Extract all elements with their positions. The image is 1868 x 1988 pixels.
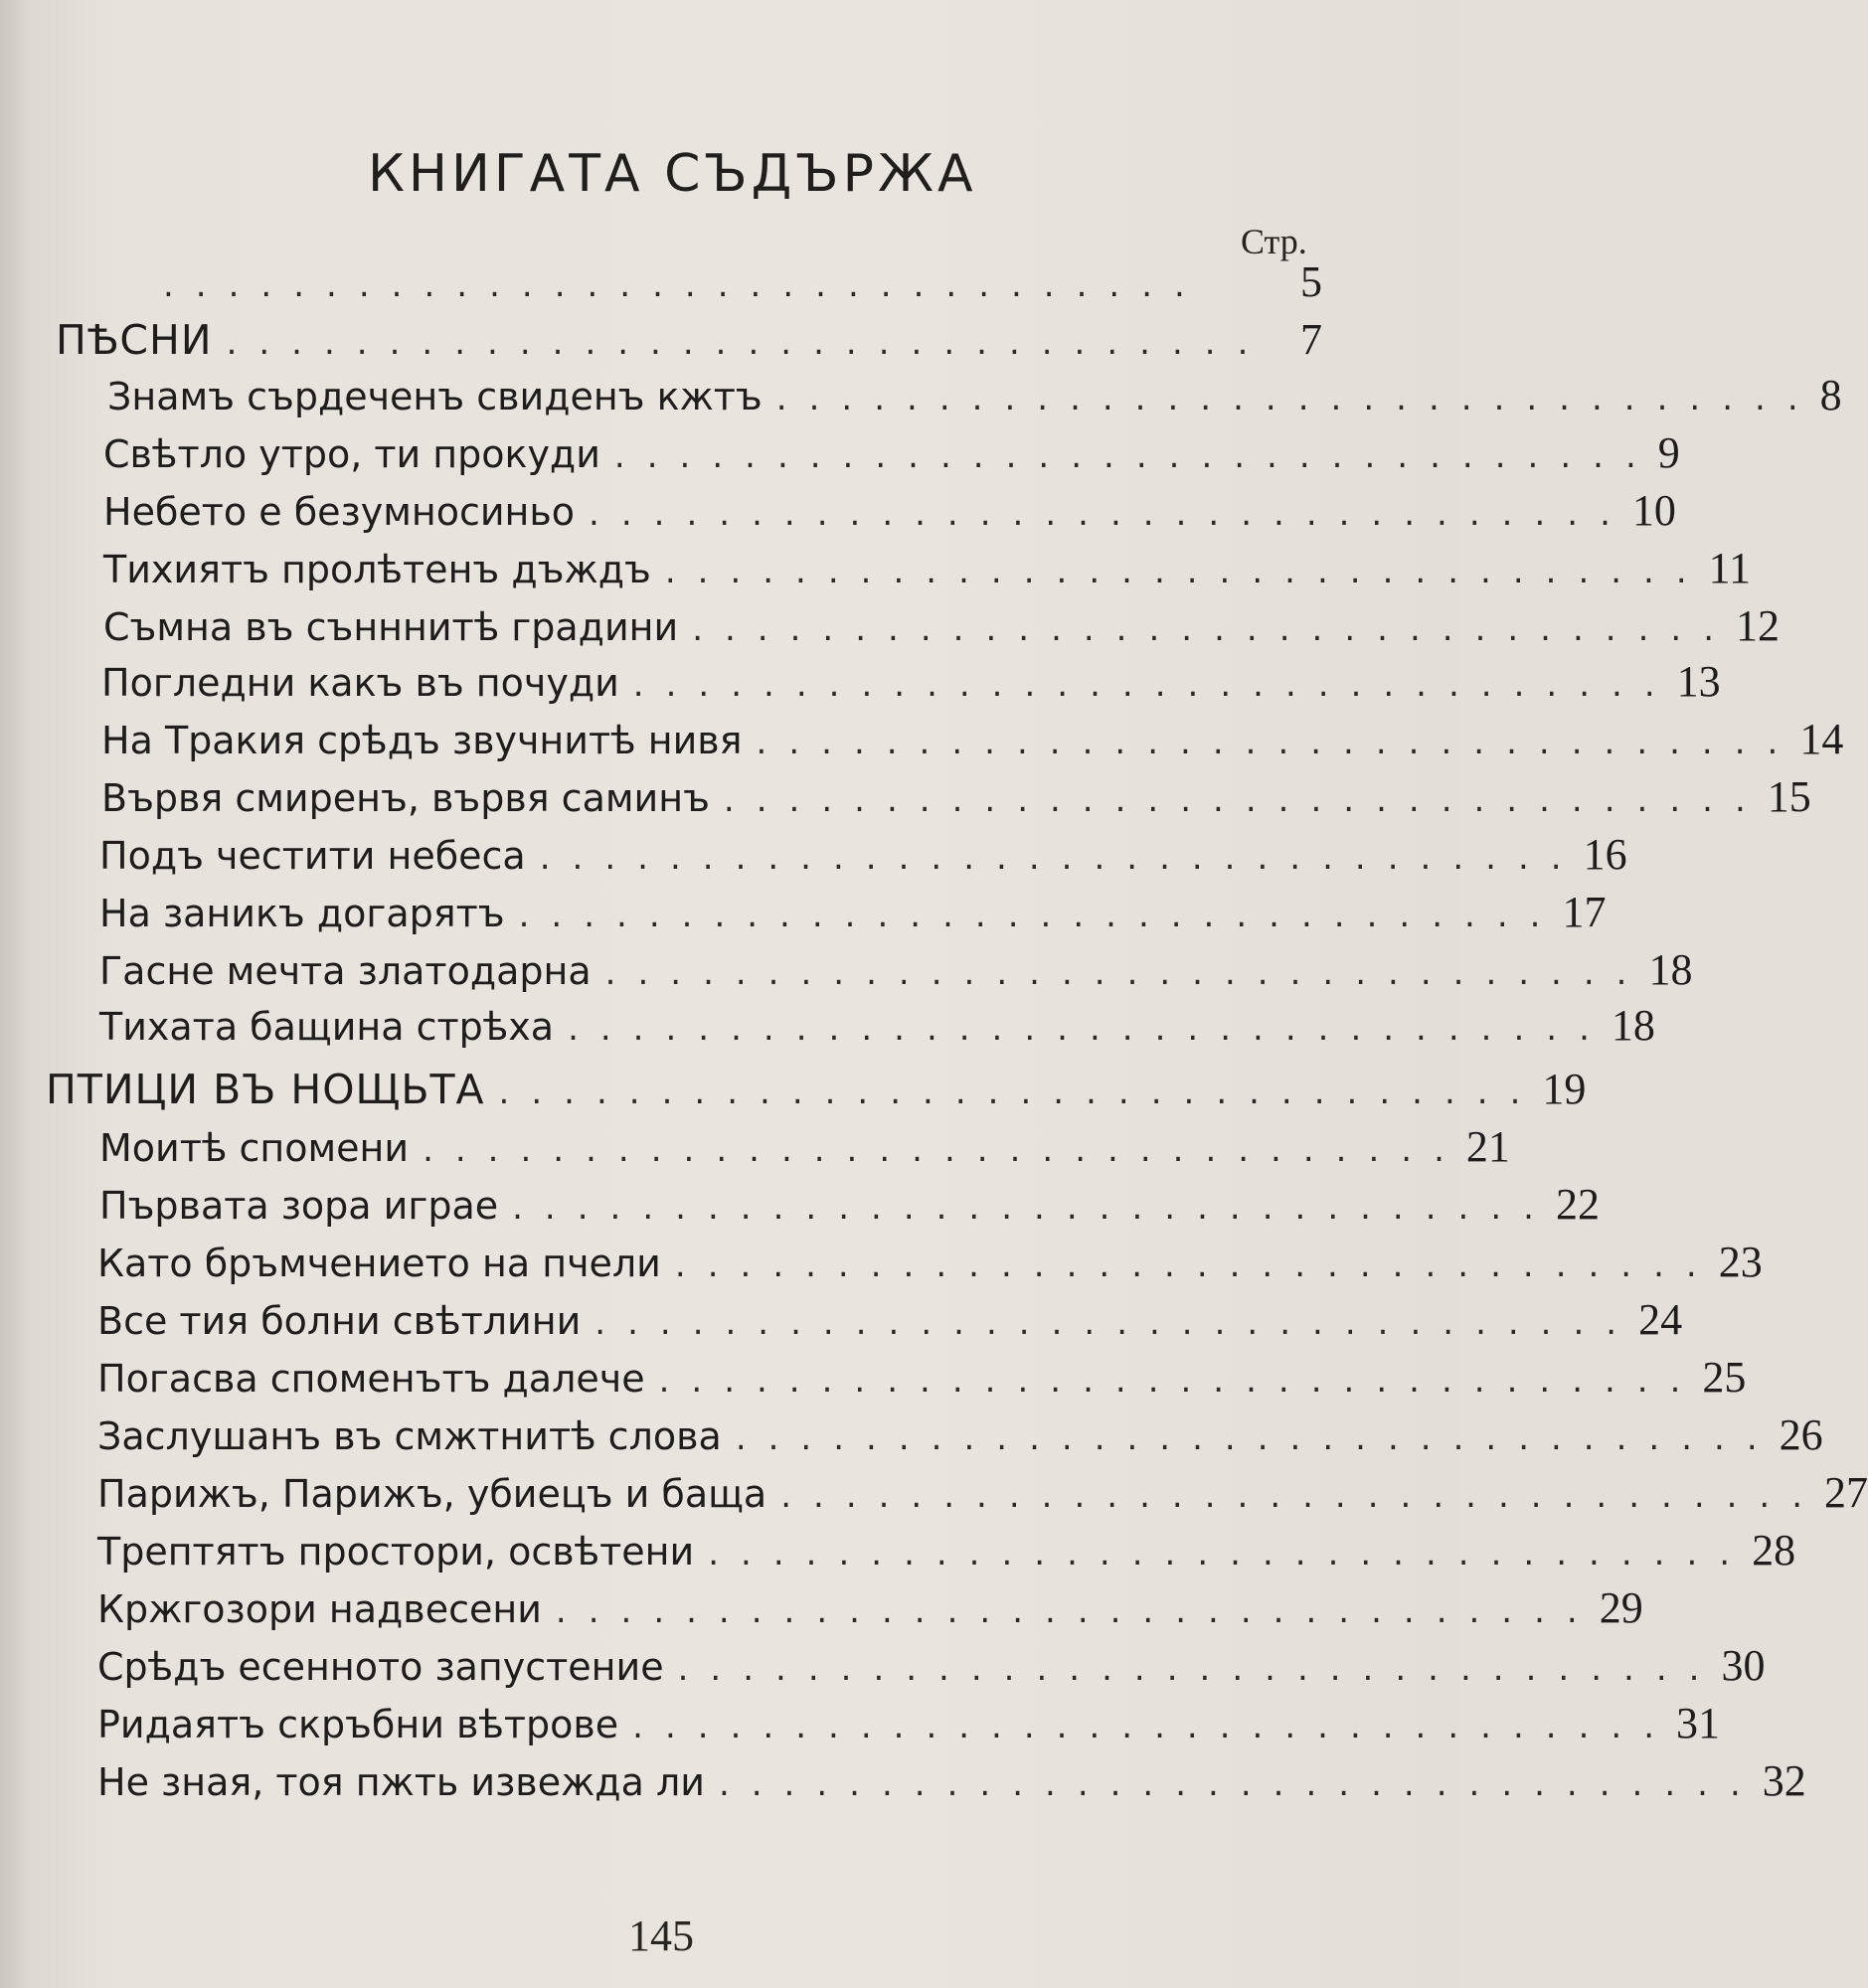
toc-entry bbox=[103, 543, 1752, 596]
toc-entry bbox=[99, 944, 1693, 998]
leader-dots: ................................ bbox=[423, 1130, 1466, 1170]
toc-entry bbox=[97, 1525, 1796, 1578]
toc-entry bbox=[97, 1467, 1868, 1521]
toc-page-number: 17 bbox=[1562, 888, 1607, 936]
leader-dots: ................................ bbox=[674, 1245, 1719, 1285]
toc-entry-title: Заслушанъ въ смжтнитѣ слова bbox=[97, 1414, 722, 1458]
toc-page-number: 26 bbox=[1779, 1410, 1823, 1459]
toc-entry bbox=[97, 1755, 1806, 1809]
leader-dots: ................................ bbox=[632, 1707, 1677, 1746]
toc-page-number: 18 bbox=[1611, 1001, 1655, 1050]
toc-page-number: 19 bbox=[1542, 1065, 1587, 1113]
toc-entry bbox=[97, 1352, 1747, 1406]
toc-page-number: 29 bbox=[1599, 1583, 1643, 1632]
toc-entry bbox=[97, 1409, 1823, 1463]
section-title: ПТИЦИ ВЪ НОЩЬТА bbox=[46, 1066, 485, 1113]
toc-page-number: 5 bbox=[1300, 257, 1322, 306]
toc-page-number: 13 bbox=[1676, 657, 1721, 706]
toc-section-title bbox=[56, 314, 1322, 368]
toc-entry-title: Съмна въ сънннитѣ градини bbox=[103, 605, 679, 649]
toc-entry bbox=[101, 714, 1844, 767]
leader-dots: ................................ bbox=[163, 265, 1207, 305]
leader-dots: ................................ bbox=[718, 1764, 1763, 1804]
leader-dots: ................................ bbox=[780, 1476, 1825, 1516]
toc-entry-title: Гасне мечта златодарна bbox=[99, 949, 592, 993]
toc-entry-title: Кржгозори надвесени bbox=[97, 1587, 542, 1631]
toc-entry-title: Като бръмчението на пчели bbox=[97, 1242, 661, 1285]
toc-entry bbox=[99, 1121, 1510, 1175]
leader-dots: ................................ bbox=[594, 1303, 1639, 1343]
toc-entry bbox=[107, 370, 1842, 423]
toc-entry-title: Моитѣ спомени bbox=[99, 1126, 410, 1170]
toc-entry-title: Първата зора играе bbox=[99, 1184, 499, 1228]
toc-page-number: 25 bbox=[1702, 1353, 1747, 1402]
leader-dots: ................................ bbox=[708, 1534, 1753, 1574]
toc-row-intro bbox=[149, 256, 1322, 310]
toc-entry bbox=[103, 485, 1676, 539]
toc-entry bbox=[99, 829, 1627, 883]
toc-page-number: 21 bbox=[1465, 1122, 1510, 1171]
toc-page-number: 31 bbox=[1676, 1699, 1721, 1747]
leader-dots: ................................ bbox=[539, 838, 1584, 878]
leader-dots: ................................ bbox=[735, 1418, 1780, 1458]
toc-entry-title: На Тракия срѣдъ звучнитѣ нивя bbox=[101, 719, 743, 762]
page-title: КНИГАТА СЪДЪРЖА bbox=[368, 144, 977, 204]
toc-entry bbox=[97, 1237, 1763, 1290]
toc-page-number: 28 bbox=[1752, 1526, 1796, 1574]
toc-page-number: 7 bbox=[1300, 315, 1322, 364]
leader-dots: ................................ bbox=[226, 323, 1271, 363]
leader-dots: ................................ bbox=[692, 609, 1737, 649]
toc-entry-title: Не зная, тоя пжть извежда ли bbox=[97, 1760, 705, 1804]
toc-page-number: 16 bbox=[1583, 830, 1627, 879]
toc-entry-title: Небето е безумносиньо bbox=[103, 490, 576, 534]
leader-dots: ................................ bbox=[756, 723, 1800, 762]
leader-dots: ................................ bbox=[498, 1073, 1543, 1112]
leader-dots: ................................ bbox=[632, 665, 1677, 705]
toc-page-number: 30 bbox=[1721, 1641, 1766, 1690]
toc-page-number: 8 bbox=[1819, 371, 1842, 419]
toc-entry-title: Тихата бащина стрѣха bbox=[99, 1005, 555, 1049]
toc-section-title bbox=[46, 1064, 1587, 1117]
toc-entry-title: Вървя смиренъ, вървя саминъ bbox=[101, 776, 710, 820]
section-title: ПѢСНИ bbox=[56, 316, 213, 364]
toc-entry-title: Тихиятъ пролѣтенъ дъждъ bbox=[103, 548, 651, 591]
leader-dots: ................................ bbox=[677, 1649, 1722, 1689]
leader-dots: ................................ bbox=[518, 896, 1563, 935]
toc-page-number: 9 bbox=[1657, 428, 1680, 477]
toc-entry-title: Свѣтло утро, ти прокуди bbox=[103, 432, 600, 476]
toc-entry-title: Погасва споменътъ далече bbox=[97, 1357, 645, 1401]
leader-dots: ................................ bbox=[555, 1591, 1600, 1631]
toc-page-number: 10 bbox=[1631, 486, 1676, 535]
toc-page-number: 15 bbox=[1767, 772, 1811, 821]
toc-entry bbox=[99, 1179, 1600, 1233]
toc-entry-title: Ридаятъ скръбни вѣтрове bbox=[97, 1703, 619, 1746]
toc-page-number: 12 bbox=[1736, 601, 1781, 650]
toc-entry-title: Знамъ сърдеченъ свиденъ кжтъ bbox=[107, 375, 763, 418]
leader-dots: ................................ bbox=[512, 1188, 1556, 1228]
page-number-footer: 145 bbox=[628, 1911, 694, 1960]
toc-entry bbox=[99, 887, 1607, 940]
toc-page-number: 23 bbox=[1718, 1238, 1763, 1286]
toc-entry-title: На заникъ догарятъ bbox=[99, 892, 505, 935]
toc-entry bbox=[103, 427, 1680, 481]
toc-page-number: 32 bbox=[1762, 1756, 1806, 1805]
leader-dots: ................................ bbox=[568, 1009, 1612, 1049]
toc-page-number: 27 bbox=[1824, 1468, 1868, 1517]
toc-entry-title: Все тия болни свѣтлини bbox=[97, 1299, 582, 1343]
toc-entry-title: Погледни какъ въ почуди bbox=[101, 661, 619, 705]
toc-entry bbox=[99, 1000, 1655, 1054]
toc-entry-title: Подъ честити небеса bbox=[99, 834, 526, 878]
toc-entry bbox=[97, 1582, 1643, 1636]
toc-page-number: 24 bbox=[1638, 1295, 1683, 1344]
toc-entry bbox=[97, 1294, 1683, 1348]
leader-dots: ................................ bbox=[664, 552, 1709, 591]
toc-entry bbox=[97, 1698, 1721, 1751]
toc-entry-title: Парижъ, Парижъ, убиецъ и баща bbox=[97, 1472, 767, 1516]
page-column-label: Стр. bbox=[1241, 222, 1307, 261]
leader-dots: ................................ bbox=[589, 494, 1632, 534]
toc-entry-title: Трептятъ простори, освѣтени bbox=[97, 1530, 695, 1574]
leader-dots: ................................ bbox=[658, 1361, 1703, 1401]
toc-entry bbox=[103, 600, 1781, 654]
toc-entry bbox=[101, 771, 1811, 825]
toc-page-number: 18 bbox=[1648, 945, 1693, 994]
toc-page-number: 22 bbox=[1555, 1180, 1600, 1229]
toc-entry bbox=[101, 656, 1721, 710]
toc-entry-title: Срѣдъ есенното запустение bbox=[97, 1645, 664, 1689]
toc-page-number: 11 bbox=[1708, 544, 1752, 592]
leader-dots: ................................ bbox=[613, 436, 1658, 476]
toc-page-number: 14 bbox=[1799, 715, 1844, 763]
toc-entry bbox=[97, 1640, 1766, 1694]
leader-dots: ................................ bbox=[775, 379, 1820, 418]
leader-dots: ................................ bbox=[604, 953, 1649, 993]
leader-dots: ................................ bbox=[723, 780, 1768, 820]
